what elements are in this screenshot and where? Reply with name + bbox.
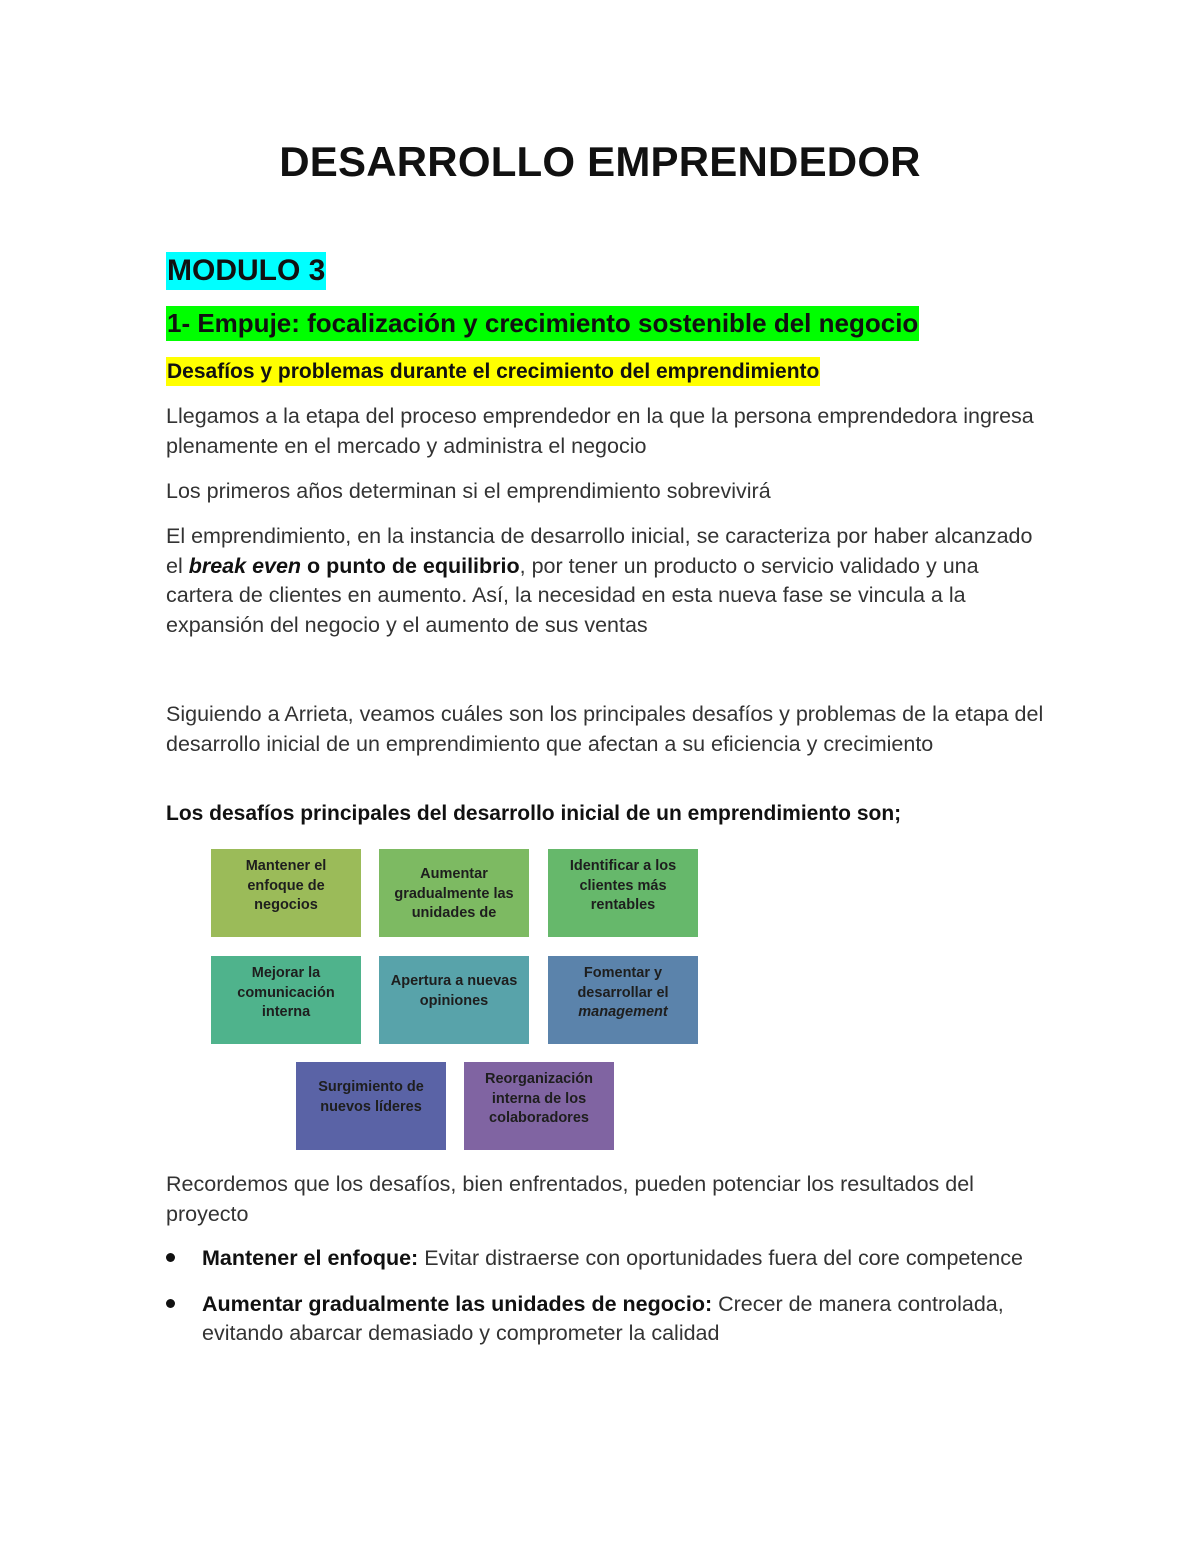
paragraph-arrieta: Siguiendo a Arrieta, veamos cuáles son los principales desafíos y problemas de la etapa del desarrollo inicial de un emprendimiento que afectan a su eficiencia y crecimiento: [166, 702, 1044, 756]
management-term: management: [578, 1004, 668, 1020]
challenge-box-growth: Aumentar gradualmente las unidades de: [379, 849, 529, 937]
paragraph-text: El emprendimiento, en la instancia de desarrollo inicial, se caracteriza por haber alcanzado el: [166, 524, 1033, 578]
paragraph-reminder: Recordemos que los desafíos, bien enfrentados, pueden potenciar los resultados del proyecto: [166, 1172, 974, 1226]
challenge-box-clients: Identificar a los clientes más rentables: [548, 849, 698, 937]
bullet-icon: [166, 1299, 175, 1308]
sub-heading: Desafíos y problemas durante el crecimiento del emprendimiento: [166, 357, 820, 386]
list-item: [166, 1244, 1046, 1274]
equilibrium-term: o punto de equilibrio: [301, 553, 520, 578]
list-item-text: Crecer de manera controlada, evitando abarcar demasiado y comprometer la calidad: [202, 1291, 1004, 1345]
bullet-icon: [166, 1253, 175, 1262]
section-heading: 1- Empuje: focalización y crecimiento sostenible del negocio: [166, 306, 919, 341]
paragraph-intro: Llegamos a la etapa del proceso emprendedor en la que la persona emprendedora ingresa plenamente en el mercado y administra el negocio: [166, 404, 1034, 458]
document-title: DESARROLLO EMPRENDEDOR: [279, 138, 921, 185]
list-item: [166, 1290, 1046, 1349]
list-item-text: Evitar distraerse con oportunidades fuera del core competence: [418, 1246, 1023, 1270]
challenges-heading: Los desafíos principales del desarrollo inicial de un emprendimiento son;: [166, 802, 902, 825]
challenge-box-management: [548, 956, 698, 1044]
challenge-box-reorganization: Reorganización interna de los colaboradores: [464, 1062, 614, 1150]
list-item-label: Aumentar gradualmente las unidades de negocio:: [202, 1291, 713, 1316]
module-heading: MODULO 3: [166, 252, 326, 290]
challenge-box-focus: Mantener el enfoque de negocios: [211, 849, 361, 937]
list-item-label: Mantener el enfoque:: [202, 1246, 419, 1270]
challenge-box-opinions: Apertura a nuevas opiniones: [379, 956, 529, 1044]
challenge-box-communication: Mejorar la comunicación interna: [211, 956, 361, 1044]
paragraph-text: , por tener un producto o servicio validado y una cartera de clientes en aumento. Así, la necesidad en esta nueva fase se vincula a la expansión del negocio y el aumento de sus ventas: [166, 553, 979, 637]
break-even-term: break even: [188, 553, 302, 578]
paragraph-break-even: [166, 522, 1046, 640]
challenge-list: [166, 1244, 1046, 1365]
challenge-box-text: Fomentar y desarrollar el: [577, 965, 669, 1001]
paragraph-survival: Los primeros años determinan si el emprendimiento sobrevivirá: [166, 479, 771, 503]
challenge-box-leaders: Surgimiento de nuevos líderes: [296, 1062, 446, 1150]
